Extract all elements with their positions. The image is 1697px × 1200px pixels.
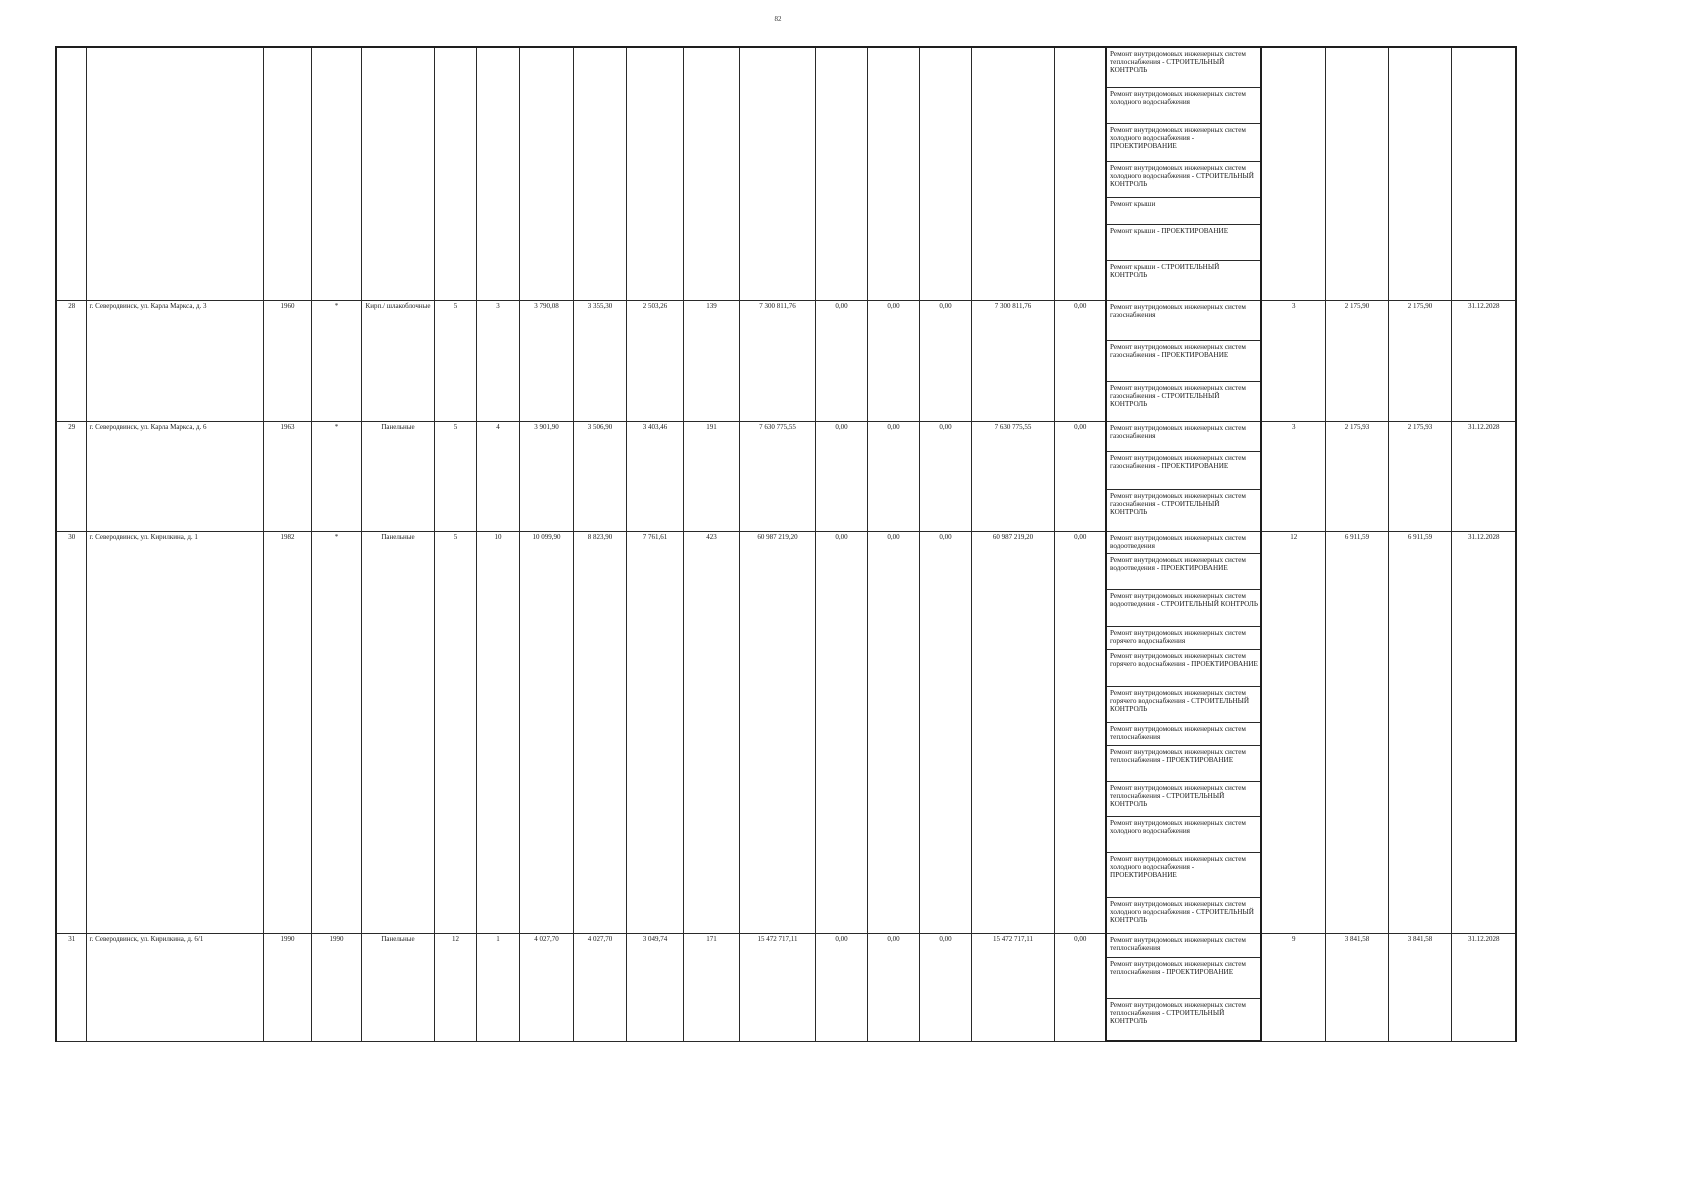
capital-repair-register-table: [55, 46, 1517, 1042]
wall-material: Панельные: [361, 421, 434, 531]
address: г. Северодвинск, ул. Карла Маркса, д. 3: [86, 300, 263, 421]
entrances: 4: [476, 421, 519, 531]
cost-owners: 60 987 219,20: [971, 531, 1054, 933]
year-reconstruction: *: [311, 300, 361, 421]
work-item: Ремонт внутридомовых инженерных систем теплоснабжения - СТРОИТЕЛЬНЫЙ КОНТРОЛЬ: [1106, 781, 1261, 816]
wall-material: Панельные: [361, 933, 434, 1041]
cont-cell: [815, 47, 867, 300]
cont-cell: [683, 47, 739, 300]
area-residential: 3 403,46: [626, 421, 683, 531]
unit-cost-limit: 3 841,58: [1388, 933, 1451, 1041]
work-item: Ремонт внутридомовых инженерных систем водоотведения: [1106, 531, 1261, 553]
cont-cell: [361, 47, 434, 300]
cont-cell: [626, 47, 683, 300]
cost-budget: 0,00: [867, 421, 919, 531]
unit-cost: 2 175,93: [1325, 421, 1388, 531]
work-item: Ремонт крыши - СТРОИТЕЛЬНЫЙ КОНТРОЛЬ: [1106, 260, 1261, 300]
cost-budget: 0,00: [919, 933, 971, 1041]
cost-budget: 0,00: [919, 421, 971, 531]
residents: 191: [683, 421, 739, 531]
total-area: 4 027,70: [519, 933, 573, 1041]
work-item: Ремонт внутридомовых инженерных систем теплоснабжения: [1106, 933, 1261, 957]
cont-cell: [919, 47, 971, 300]
work-item: Ремонт внутридомовых инженерных систем газоснабжения - СТРОИТЕЛЬНЫЙ КОНТРОЛЬ: [1106, 489, 1261, 531]
address: г. Северодвинск, ул. Кирилкина, д. 6/1: [86, 933, 263, 1041]
work-item: Ремонт внутридомовых инженерных систем горячего водоснабжения - СТРОИТЕЛЬНЫЙ КОНТРОЛЬ: [1106, 686, 1261, 722]
work-item: Ремонт внутридомовых инженерных систем газоснабжения - СТРОИТЕЛЬНЫЙ КОНТРОЛЬ: [1106, 381, 1261, 421]
work-item: Ремонт внутридомовых инженерных систем теплоснабжения - СТРОИТЕЛЬНЫЙ КОНТРОЛЬ: [1106, 47, 1261, 87]
work-item: Ремонт внутридомовых инженерных систем теплоснабжения - СТРОИТЕЛЬНЫЙ КОНТРОЛЬ: [1106, 998, 1261, 1041]
work-item: Ремонт внутридомовых инженерных систем газоснабжения: [1106, 300, 1261, 340]
work-item: Ремонт внутридомовых инженерных систем холодного водоснабжения: [1106, 87, 1261, 123]
residents: 171: [683, 933, 739, 1041]
entrances: 1: [476, 933, 519, 1041]
area-residential: 2 503,26: [626, 300, 683, 421]
cost-other: 0,00: [1054, 300, 1106, 421]
floors: 5: [434, 531, 476, 933]
cost-total: 15 472 717,11: [739, 933, 815, 1041]
area-premises: 4 027,70: [573, 933, 626, 1041]
total-area: 3 790,08: [519, 300, 573, 421]
floors: 12: [434, 933, 476, 1041]
work-item: Ремонт внутридомовых инженерных систем газоснабжения: [1106, 421, 1261, 451]
cont-cell: [1388, 47, 1451, 300]
work-item: Ремонт внутридомовых инженерных систем горячего водоснабжения - ПРОЕКТИРОВАНИЕ: [1106, 649, 1261, 686]
work-item: Ремонт внутридомовых инженерных систем газоснабжения - ПРОЕКТИРОВАНИЕ: [1106, 451, 1261, 489]
year-built: 1990: [263, 933, 311, 1041]
floors: 5: [434, 300, 476, 421]
cont-cell: [573, 47, 626, 300]
area-residential: 7 761,61: [626, 531, 683, 933]
cost-fund: 0,00: [815, 300, 867, 421]
cost-fund: 0,00: [815, 933, 867, 1041]
work-item: Ремонт внутридомовых инженерных систем холодного водоснабжения - СТРОИТЕЛЬНЫЙ КОНТРОЛЬ: [1106, 161, 1261, 197]
address: г. Северодвинск, ул. Карла Маркса, д. 6: [86, 421, 263, 531]
cont-cell: [971, 47, 1054, 300]
cont-cell: [476, 47, 519, 300]
cost-other: 0,00: [1054, 531, 1106, 933]
unit-cost-limit: 6 911,59: [1388, 531, 1451, 933]
cost-total: 7 300 811,76: [739, 300, 815, 421]
cost-total: 7 630 775,55: [739, 421, 815, 531]
wall-material: Кирп./ шлакоблочные: [361, 300, 434, 421]
deadline: 31.12.2028: [1451, 300, 1516, 421]
cost-budget: 0,00: [919, 531, 971, 933]
cont-cell: [434, 47, 476, 300]
area-residential: 3 049,74: [626, 933, 683, 1041]
unit-cost: 2 175,90: [1325, 300, 1388, 421]
cont-cell: [519, 47, 573, 300]
cont-cell: [867, 47, 919, 300]
residents: 139: [683, 300, 739, 421]
works-count: 3: [1261, 421, 1325, 531]
cont-cell: [739, 47, 815, 300]
work-item: Ремонт внутридомовых инженерных систем теплоснабжения - ПРОЕКТИРОВАНИЕ: [1106, 957, 1261, 998]
cost-fund: 0,00: [815, 421, 867, 531]
row-number: 30: [56, 531, 86, 933]
cont-cell: [56, 47, 86, 300]
cost-budget: 0,00: [867, 531, 919, 933]
deadline: 31.12.2028: [1451, 421, 1516, 531]
deadline: 31.12.2028: [1451, 531, 1516, 933]
work-item: Ремонт внутридомовых инженерных систем холодного водоснабжения - СТРОИТЕЛЬНЫЙ КОНТРОЛЬ: [1106, 897, 1261, 933]
cont-cell: [311, 47, 361, 300]
area-premises: 3 506,90: [573, 421, 626, 531]
work-item: Ремонт внутридомовых инженерных систем водоотведения - ПРОЕКТИРОВАНИЕ: [1106, 553, 1261, 589]
cost-budget: 0,00: [919, 300, 971, 421]
cost-total: 60 987 219,20: [739, 531, 815, 933]
work-item: Ремонт внутридомовых инженерных систем холодного водоснабжения: [1106, 816, 1261, 852]
year-built: 1963: [263, 421, 311, 531]
year-reconstruction: 1990: [311, 933, 361, 1041]
works-count: 9: [1261, 933, 1325, 1041]
cont-cell: [1451, 47, 1516, 300]
address: г. Северодвинск, ул. Кирилкина, д. 1: [86, 531, 263, 933]
cost-owners: 7 300 811,76: [971, 300, 1054, 421]
row-number: 31: [56, 933, 86, 1041]
page-number: 82: [774, 15, 782, 23]
area-premises: 3 355,30: [573, 300, 626, 421]
work-item: Ремонт крыши: [1106, 197, 1261, 224]
cont-cell: [263, 47, 311, 300]
cost-owners: 15 472 717,11: [971, 933, 1054, 1041]
year-built: 1982: [263, 531, 311, 933]
cost-budget: 0,00: [867, 933, 919, 1041]
work-item: Ремонт внутридомовых инженерных систем газоснабжения - ПРОЕКТИРОВАНИЕ: [1106, 340, 1261, 381]
floors: 5: [434, 421, 476, 531]
unit-cost: 3 841,58: [1325, 933, 1388, 1041]
work-item: Ремонт внутридомовых инженерных систем холодного водоснабжения - ПРОЕКТИРОВАНИЕ: [1106, 123, 1261, 161]
cont-cell: [1054, 47, 1106, 300]
work-item: Ремонт крыши - ПРОЕКТИРОВАНИЕ: [1106, 224, 1261, 260]
unit-cost-limit: 2 175,93: [1388, 421, 1451, 531]
cont-cell: [1261, 47, 1325, 300]
cont-cell: [86, 47, 263, 300]
work-item: Ремонт внутридомовых инженерных систем холодного водоснабжения - ПРОЕКТИРОВАНИЕ: [1106, 852, 1261, 897]
cost-other: 0,00: [1054, 933, 1106, 1041]
row-number: 29: [56, 421, 86, 531]
row-number: 28: [56, 300, 86, 421]
wall-material: Панельные: [361, 531, 434, 933]
cont-cell: [1325, 47, 1388, 300]
total-area: 3 901,90: [519, 421, 573, 531]
work-item: Ремонт внутридомовых инженерных систем горячего водоснабжения: [1106, 626, 1261, 649]
residents: 423: [683, 531, 739, 933]
year-built: 1960: [263, 300, 311, 421]
year-reconstruction: *: [311, 421, 361, 531]
unit-cost: 6 911,59: [1325, 531, 1388, 933]
cost-budget: 0,00: [867, 300, 919, 421]
year-reconstruction: *: [311, 531, 361, 933]
work-item: Ремонт внутридомовых инженерных систем водоотведения - СТРОИТЕЛЬНЫЙ КОНТРОЛЬ: [1106, 589, 1261, 626]
area-premises: 8 823,90: [573, 531, 626, 933]
cost-other: 0,00: [1054, 421, 1106, 531]
works-count: 12: [1261, 531, 1325, 933]
entrances: 10: [476, 531, 519, 933]
unit-cost-limit: 2 175,90: [1388, 300, 1451, 421]
total-area: 10 099,90: [519, 531, 573, 933]
cost-fund: 0,00: [815, 531, 867, 933]
entrances: 3: [476, 300, 519, 421]
works-count: 3: [1261, 300, 1325, 421]
work-item: Ремонт внутридомовых инженерных систем теплоснабжения - ПРОЕКТИРОВАНИЕ: [1106, 745, 1261, 781]
work-item: Ремонт внутридомовых инженерных систем теплоснабжения: [1106, 722, 1261, 745]
cost-owners: 7 630 775,55: [971, 421, 1054, 531]
deadline: 31.12.2028: [1451, 933, 1516, 1041]
